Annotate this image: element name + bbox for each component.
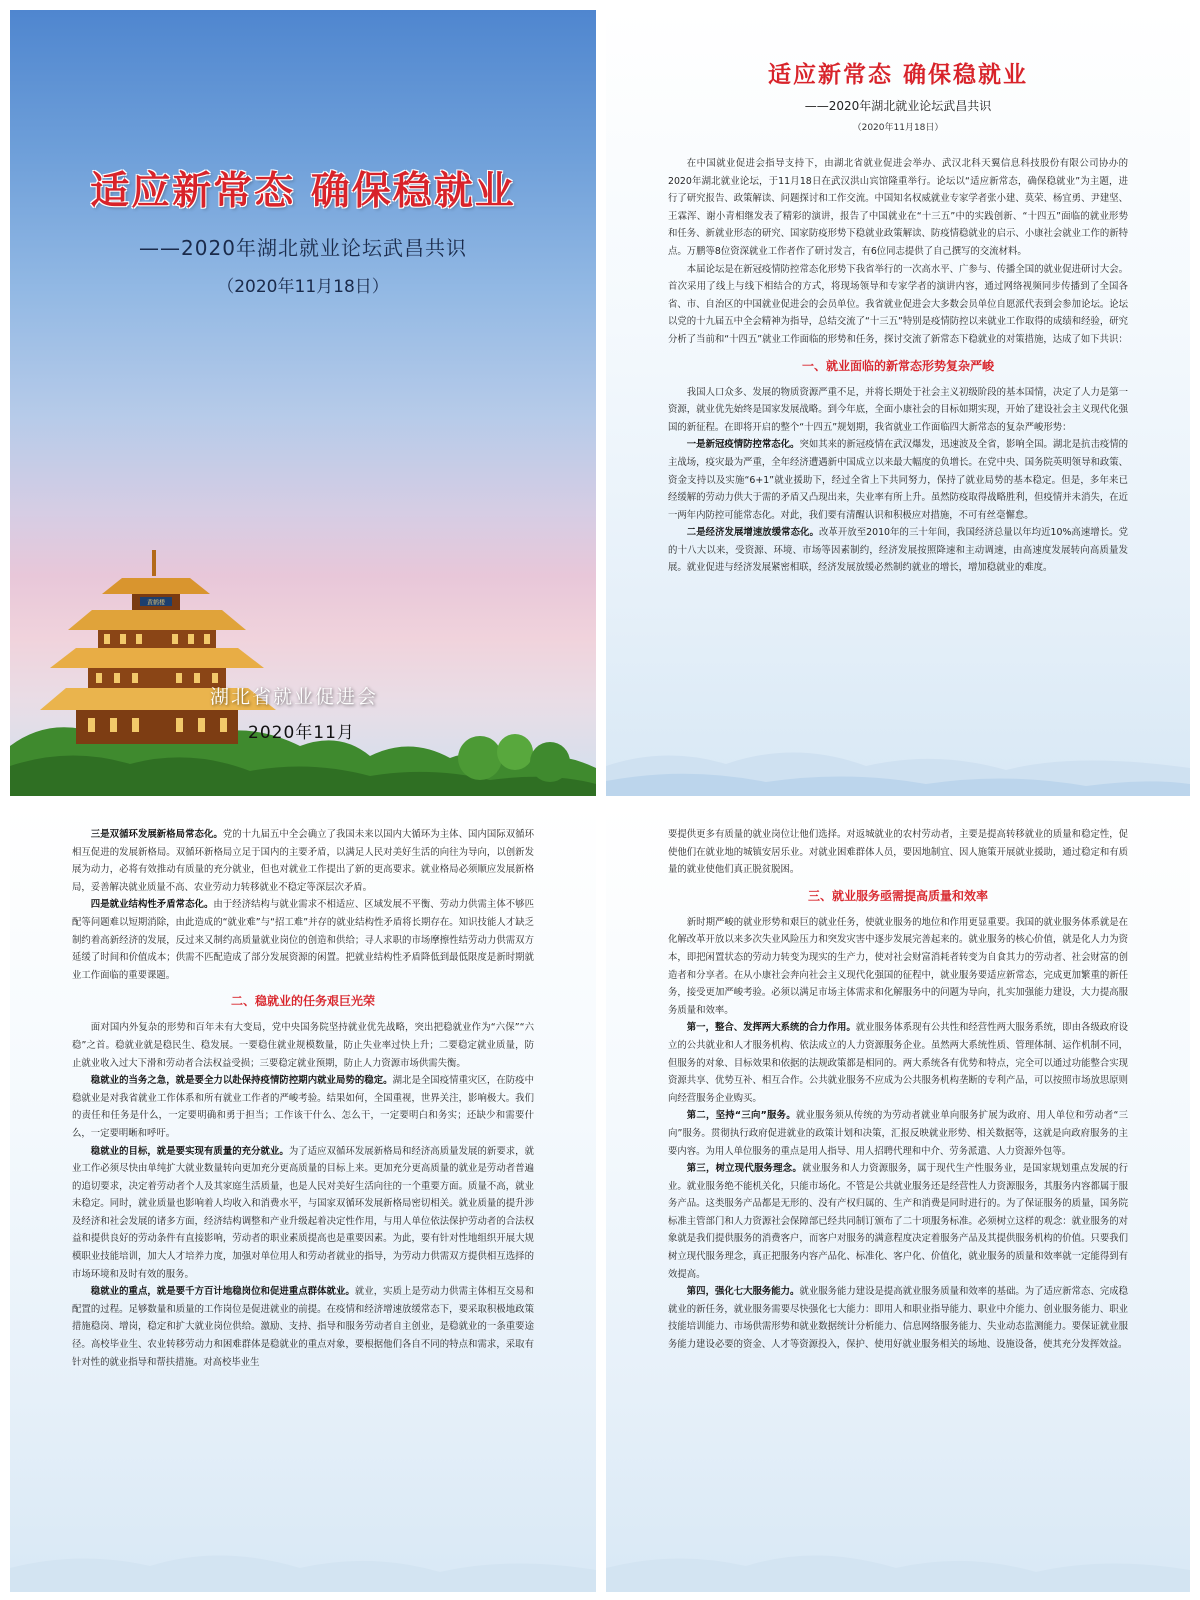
paragraph: 面对国内外复杂的形势和百年未有大变局，党中央国务院坚持就业优先战略，突出把稳就业作为“六保”“六稳”之首。稳就业就是稳民生、稳发展。一要稳住就业规模数量，防止失业率过快上升；二要稳定就业质量，防止就业收入过大下滑和劳动者合法权益受损；三要稳定就业预期，防止人力资源市场供需失衡。: [72, 1022, 534, 1069]
page-body: [10, 826, 596, 1371]
section-heading: 三、就业服务亟需提高质量和效率: [807, 888, 988, 903]
paragraph-lead: 一是新冠疫情防控常态化。: [686, 439, 800, 451]
paragraph-text: 为了适应双循环发展新格局和经济高质量发展的新要求，就业工作必须尽快由单纯扩大就业数量转向更加充分更高质量的目标上来。更加充分更高质量的就业是劳动者普遍的追切要求，决定着劳动者个人及其家庭生活质量，也是人民对美好生活向往的一个重要方面。质量不高，就业未稳定。同时，就业质量也影响着人均收入和消费水平，与国家双循环发展新格局密切相关。就业质量的提升涉及经济和社会发展的诸多方面，经济结构调整和产业升级起着决定性作用，与用人单位依法保护劳动者的合法权益和提供良好的劳动条件有直接影响，劳动者的职业素质提高也是重要因素。为此，要有针对性地组织开展大规模职业技能培训，加大人才培养力度，加强对单位用人和劳动者就业的指导，为劳动力供需双方提供相互选择的市场环境和及时有效的服务。: [72, 1145, 534, 1280]
cover-organization: 湖北省就业促进会: [210, 686, 379, 708]
paragraph-text: 就业服务能力建设是提高就业服务质量和效率的基础。为了适应新常态、完成稳就业的新任务，就业服务需要尽快强化七大能力：即用人和职业指导能力、职业中介能力、创业服务能力、职业技能培训能力、市场供需形势和就业数据统计分析能力、信息网络服务能力、失业动态监测能力。要保证就业服务能力建设必要的资金、人才等资源投入，保护、使用好就业服务相关的场地、设施设备，使其充分发挥效益。: [668, 1286, 1128, 1351]
paragraph: [72, 1072, 534, 1142]
paragraph-text: 就业服务体系现有公共性和经营性两大服务系统，即由各级政府设立的公共就业和人才服务机构、依法成立的人力资源服务企业。虽然两大系统性质、管理体制、运作机制不同，但服务的对象、目标效果和依据的法规政策都是相同的。两大系统各有优势和特点，完全可以通过功能整合实现资源共享、优势互补、相互合作。公共就业服务不应成为公共服务机构垄断的专利产品，可以按照市场放思原则向经营服务企业购买。: [668, 1022, 1128, 1104]
page-body: [606, 155, 1190, 577]
document-page-2: [10, 806, 596, 1592]
page-subtitle: ——2020年湖北就业论坛武昌共识: [804, 99, 992, 113]
cover-subtitle: ——2020年湖北就业论坛武昌共识: [139, 236, 467, 260]
paragraph-lead: 四是就业结构性矛盾常态化。: [90, 899, 214, 911]
paragraph: [668, 1160, 1128, 1283]
paragraph: [72, 896, 534, 984]
paragraph: [72, 1143, 534, 1284]
paragraph: 在中国就业促进会指导支持下，由湖北省就业促进会举办、武汉北科天翼信息科技股份有限公司协办的2020年湖北就业论坛，于11月18日在武汉洪山宾馆隆重举行。论坛以“适应新常态，确保稳就业”为主题，进行了研究报告、政策解读、问题探讨和工作交流。中国知名权威就业专家学者张小建、莫荣、杨宜勇、尹建坚、王霖浑、谢小青相继发表了精彩的演讲，报告了中国就业在“十三五”中的实践创新、“十四五”面临的就业形势和任务、新就业形态的研究、国家防疫形势下稳就业政策解读、防疫情稳就业的启示、小康社会就业工作的新特点。万鹏等8位资深就业工作者作了研讨发言，有6位同志提供了自己撰写的交流材料。: [668, 158, 1128, 257]
paragraph-text: 改革开放至2010年的三十年间，我国经济总量以年均近10%高速增长。党的十八大以来，受资源、环境、市场等因素制约，经济发展按照降速和主动调速，由高速度发展转向高质量发展。就业促进与经济发展紧密相联，经济发展放缓必然制约就业的增长，增加稳就业的难度。: [668, 527, 1128, 574]
cover-title: 适应新常态 确保稳就业: [90, 169, 516, 214]
document-page-3: [606, 806, 1190, 1592]
paragraph-lead: 第四，强化七大服务能力。: [686, 1286, 800, 1298]
paragraph: 新时期严峻的就业形势和艰巨的就业任务，使就业服务的地位和作用更显重要。我国的就业服务体系就是在化解改革开放以来多次失业风险压力和突发灾害中逐步发展完善起来的。就业服务的核心价值，就是化人力为资本，即把闲置状态的劳动力转变为现实的生产力，使对社会财富消耗者转变为自食其力的劳动者、社会财富的创造者和分享者。在从小康社会奔向社会主义现代化强国的征程中，就业服务要适应新常态，完成更加繁重的新任务，接受更加严峻考验。必须以满足市场主体需求和化解服务中的问题为导向，扎实加强能力建设，大力提高服务质量和效率。: [668, 916, 1128, 1016]
paragraph-lead: 稳就业的当务之急，就是要全力以赴保持疫情防控期内就业局势的稳定。: [90, 1075, 393, 1087]
paragraph-text: 突如其来的新冠疫情在武汉爆发，迅速波及全省，影响全国。湖北是抗击疫情的主战场，疫灾最为严重，全年经济遭遇新中国成立以来最大幅度的负增长。在党中央、国务院英明领导和政策、资金支持以及实施“6+1”就业援助下，经过全省上下共同努力，保持了就业局势的基本稳定。但是，多年来已经缓解的劳动力供大于需的矛盾又凸现出来，失业率有所上升。虽然防疫取得战略胜利，但疫情并未消失，在近一两年内防控可能常态化。对此，我们要有清醒认识和积极应对措施，不可有丝毫懈怠。: [668, 439, 1128, 521]
section-heading: 二、稳就业的任务艰巨光荣: [230, 994, 375, 1009]
paragraph-lead: 第三，树立现代服务理念。: [686, 1163, 802, 1175]
paragraph: [668, 524, 1128, 577]
document-page-1: [606, 10, 1190, 796]
paragraph-text: 就业服务须从传统的为劳动者就业单向服务扩展为政府、用人单位和劳动者“三向”服务。贯彻执行政府促进就业的政策计划和决策，汇报反映就业形势、相关数据等，这就是向政府服务的主要内容。为用人单位服务的重点是用人指导、用人招聘代理和中介、劳务派遣、人力资源外包等。: [668, 1110, 1128, 1157]
cover-page: [10, 10, 596, 796]
paragraph-lead: 二是经济发展增速放缓常态化。: [686, 527, 819, 539]
mountain-mist-decoration: [606, 1522, 1190, 1592]
paragraph-lead: 第一，整合、发挥两大系统的合力作用。: [686, 1022, 856, 1034]
paragraph-lead: 第二，坚持“三向”服务。: [686, 1110, 796, 1122]
cover-date: （2020年11月18日）: [217, 277, 389, 297]
paragraph: [668, 1283, 1128, 1353]
paragraph: [668, 1107, 1128, 1160]
paragraph-text: 由于经济结构与就业需求不相适应、区域发展不平衡、劳动力供需主体不够匹配等问题难以短期消除，由此造成的“就业难”与“招工难”并存的就业结构性矛盾将长期存在。知识技能人才缺乏制约着高新经济的发展，反过来又制约高质量就业岗位的创造和供给；寻人求职的市场摩擦性结劳动力供需双方延缓了时间和价值成本；供需不匹配造成了部分发展资源的闲置。把就业结构性矛盾降低到最低限度是新时期就业工作面临的重要课题。: [72, 899, 534, 981]
paragraph: [668, 1019, 1128, 1107]
mountain-mist-decoration: [606, 726, 1190, 796]
paragraph-lead: 稳就业的重点，就是要千方百计地稳岗位和促进重点群体就业。: [90, 1286, 355, 1298]
paragraph: 要提供更多有质量的就业岗位让他们选择。对返城就业的农村劳动者，主要是提高转移就业的质量和稳定性，促使他们在就业地的城镇安居乐业。对就业困难群体人员，要因地制宜、因人施策开展就业援助，通过稳定和有质量的就业使他们真正脱贫脱困。: [668, 829, 1128, 876]
paragraph-text: 湖北是全国疫情重灾区，在防疫中稳就业是对我省就业工作体系和所有就业工作者的严峻考验。结果如何，全国重视，世界关注，影响极大。我们的责任和任务是什么，一定要明确和勇于担当；工作该干什么、怎么干，一定要明白和务实；还缺少和需要什么，一定要明晰和呼吁。: [72, 1075, 534, 1139]
paragraph-lead: 稳就业的目标，就是要实现有质量的充分就业。: [90, 1145, 289, 1157]
cover-month: 2020年11月: [248, 723, 355, 743]
paragraph: [668, 436, 1128, 524]
paragraph-text: 党的十九届五中全会确立了我国未来以国内大循环为主体、国内国际双循环相互促进的发展新格局。双循环新格局立足于国内的主要矛盾，以满足人民对美好生活的向往为导向，以创新发展为动力，必将有效推动有质量的充分就业，但也对就业工作提出了新的更高要求。就业格局必须顺应发展新格局，妥善解决就业质量不高、农业劳动力转移就业不稳定等深层次矛盾。: [72, 829, 534, 893]
paragraph: [72, 1283, 534, 1371]
page-title: 适应新常态 确保稳就业: [767, 62, 1028, 88]
tower-plaque: 黄鹤楼: [146, 599, 166, 607]
paragraph: 本届论坛是在新冠疫情防控常态化形势下我省举行的一次高水平、广参与、传播全国的就业促进研讨大会。首次采用了线上与线下相结合的方式，将现场领导和专家学者的演讲内容，通过网络视频同步传播到了全国各省、市、自治区的中国就业促进会的会员单位。我省就业促进会大多数会员单位自愿派代表到会参加论坛。论坛以党的十九届五中全会精神为指导，总结交流了“十三五”特别是疫情防控以来就业工作取得的成绩和经验，研究分析了当前和“十四五”就业工作面临的形势和任务，探讨交流了新常态下稳就业的对策措施，达成了如下共识：: [668, 263, 1128, 345]
page-date: （2020年11月18日）: [852, 123, 944, 133]
paragraph: 我国人口众多、发展的物质资源严重不足，并将长期处于社会主义初级阶段的基本国情，决定了人力是第一资源，就业优先始终是国家发展战略。到今年底，全面小康社会的目标如期实现，开始了建设社会主义现代化强国的新征程。在即将开启的整个“十四五”规划期，我省就业工作面临四大新常态的复杂严峻形势：: [668, 386, 1128, 433]
paragraph-lead: 三是双循环发展新格局常态化。: [90, 829, 223, 840]
paragraph: [72, 826, 534, 896]
paragraph-text: 就业，实质上是劳动力供需主体相互交易和配置的过程。足够数量和质量的工作岗位是促进就业的前提。在疫情和经济增速放缓常态下，要采取积极地政策措施稳岗、增岗，稳定和扩大就业岗位供给。激励、支持、指导和服务劳动者自主创业，是稳就业的一条重要途径。高校毕业生、农业转移劳动力和困难群体是稳就业的重点对象，要根据他们各自不同的特点和需求，采取有针对性的就业指导和帮扶措施。对高校毕业生: [72, 1286, 534, 1368]
mountain-mist-decoration: [10, 1522, 596, 1592]
paragraph-text: 就业服务和人力资源服务，属于现代生产性服务业，是国家规划重点发展的行业。就业服务绝不能机关化，只能市场化。不管是公共就业服务还是经营性人力资源服务，其服务内容都属于服务产品。这类服务产品都是无形的、没有产权归属的、生产和消费是同时进行的。为了保证服务的质量，国务院标准主管部门和人力资源社会保障部已经共同制订颁布了二十项服务标准。必须树立这样的观念：就业服务的对象就是我们提供服务的消费客户，而客户对服务的满意程度决定着服务产品及其提供服务机构的价值。只要我们树立现代服务理念，真正把服务内容产品化、标准化、客户化、价值化，就业服务的质量和效率就一定能得到有效提高。: [668, 1163, 1128, 1280]
section-heading: 一、就业面临的新常态形势复杂严峻: [801, 358, 994, 373]
page-body: [606, 826, 1190, 1354]
